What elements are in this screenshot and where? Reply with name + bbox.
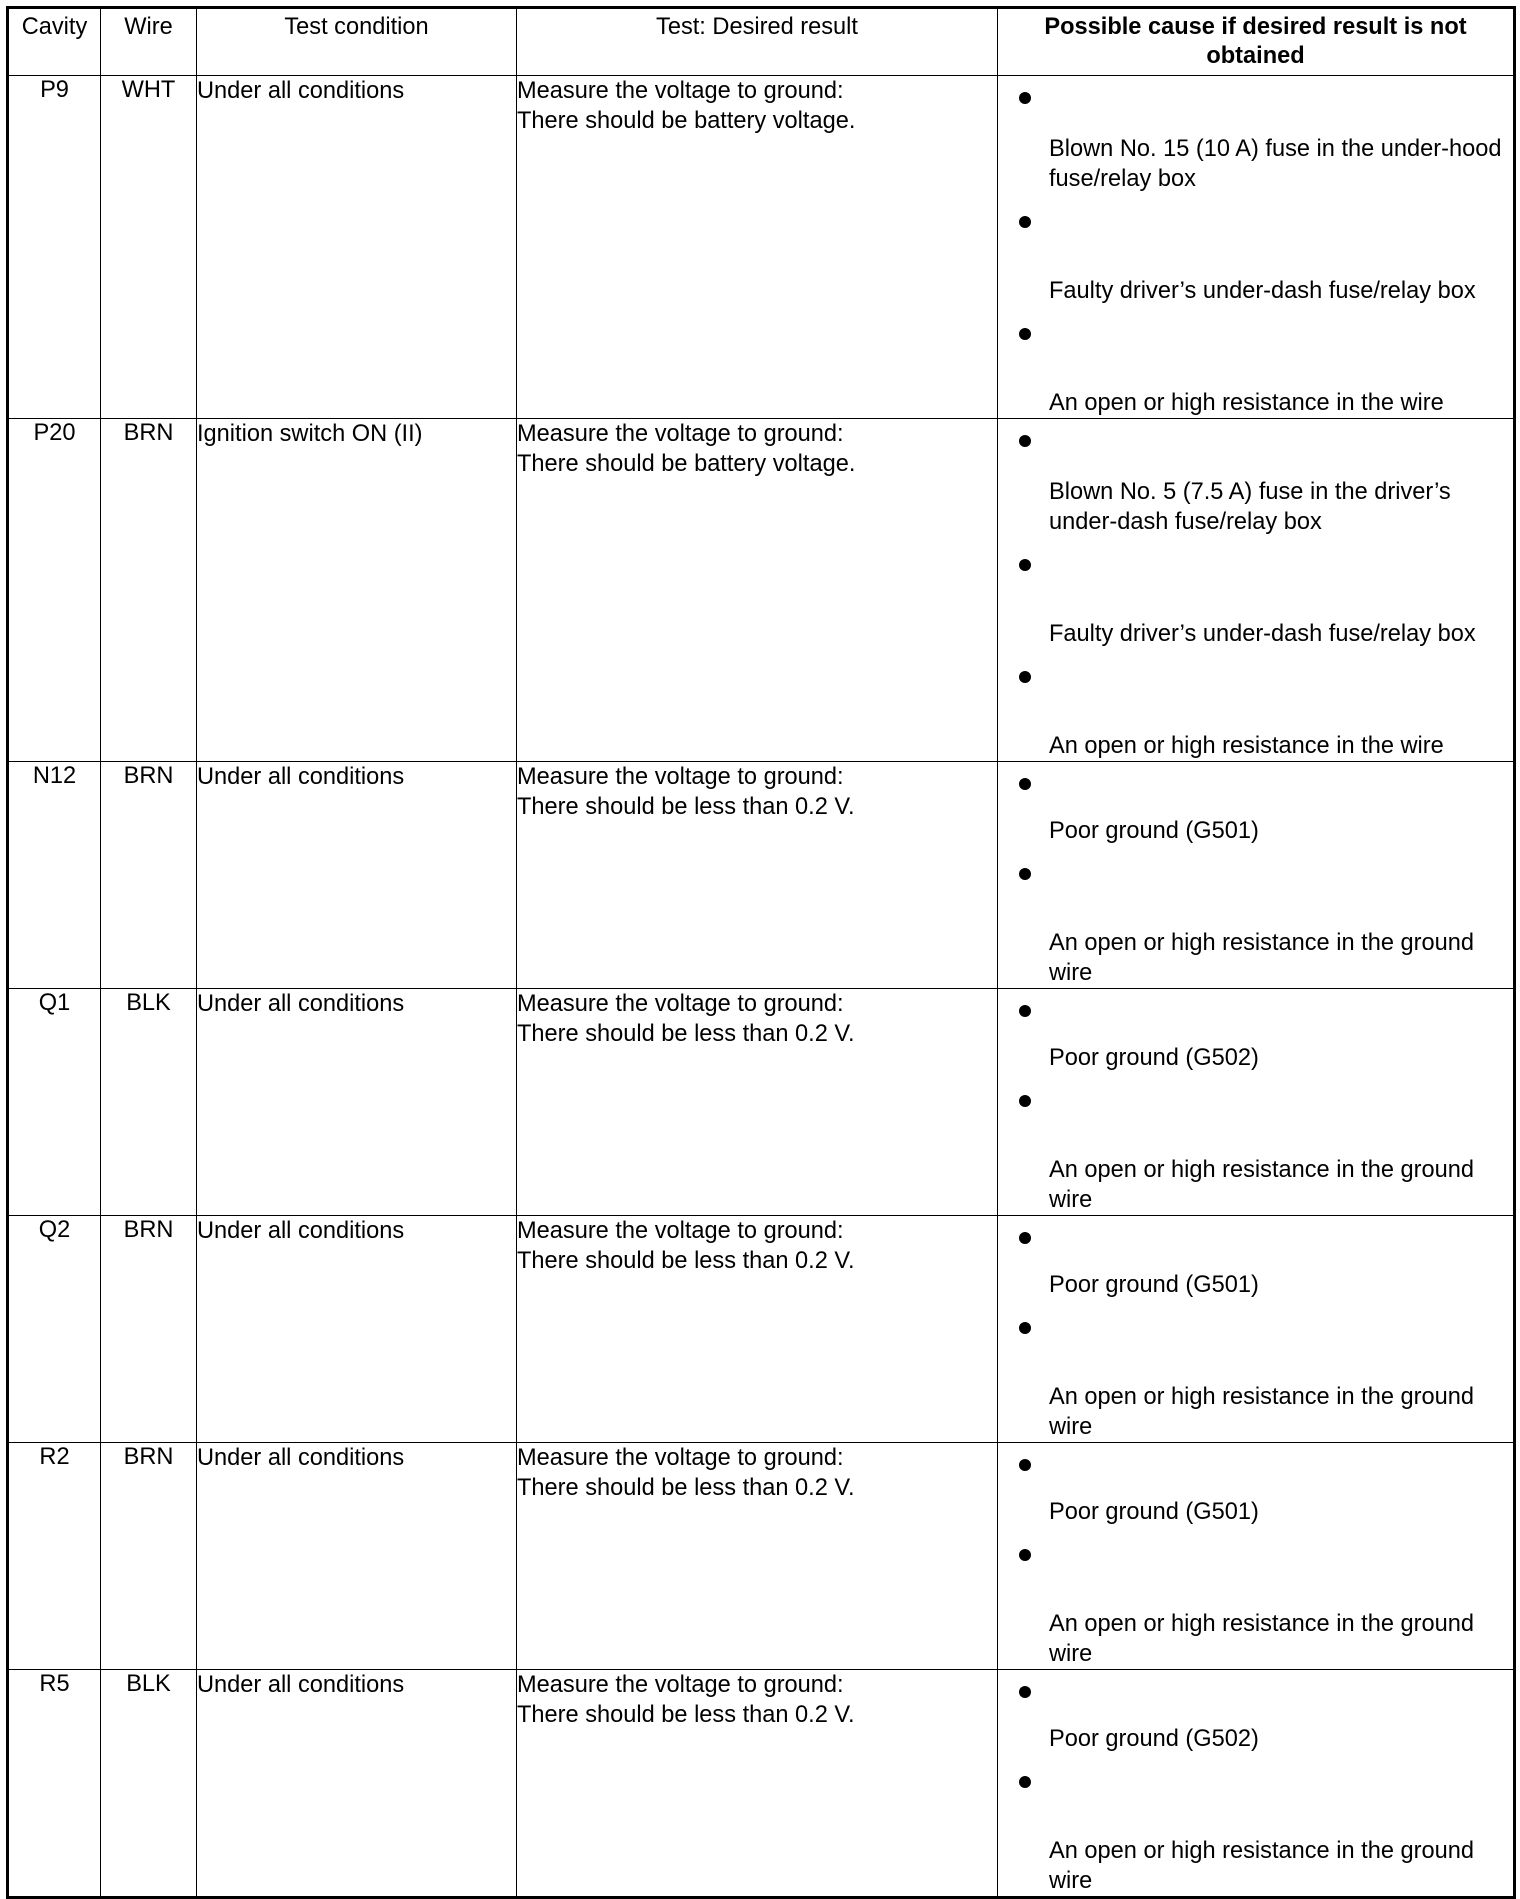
possible-cause-cell bbox=[998, 1443, 1515, 1670]
wire-cell: WHT bbox=[101, 76, 197, 419]
table-row bbox=[8, 762, 1515, 989]
wire-cell: BRN bbox=[101, 419, 197, 762]
desired-result-cell: Measure the voltage to ground: There should be less than 0.2 V. bbox=[517, 1216, 998, 1443]
cause-item: An open or high resistance in the ground wire bbox=[1049, 930, 1474, 986]
table-row bbox=[8, 1443, 1515, 1670]
header-cavity: Cavity bbox=[8, 8, 101, 76]
table-body bbox=[8, 76, 1515, 1898]
cause-list bbox=[998, 435, 1513, 762]
cause-list bbox=[998, 778, 1513, 989]
cause-item: Poor ground (G501) bbox=[1049, 818, 1259, 844]
bullet-icon bbox=[1019, 1549, 1031, 1561]
bullet-icon bbox=[1019, 1322, 1031, 1334]
desired-result-cell: Measure the voltage to ground: There should be less than 0.2 V. bbox=[517, 989, 998, 1216]
possible-cause-cell bbox=[998, 762, 1515, 989]
desired-result-cell: Measure the voltage to ground: There should be battery voltage. bbox=[517, 76, 998, 419]
cause-list bbox=[998, 1459, 1513, 1670]
bullet-icon bbox=[1019, 328, 1031, 340]
desired-result-cell: Measure the voltage to ground: There should be less than 0.2 V. bbox=[517, 1443, 998, 1670]
cause-item: Poor ground (G501) bbox=[1049, 1272, 1259, 1298]
possible-cause-cell bbox=[998, 1670, 1515, 1898]
bullet-icon bbox=[1019, 216, 1031, 228]
wire-cell: BRN bbox=[101, 1443, 197, 1670]
cause-item: Faulty driver’s under-dash fuse/relay box bbox=[1049, 278, 1476, 304]
possible-cause-cell bbox=[998, 76, 1515, 419]
cause-item: Faulty driver’s under-dash fuse/relay box bbox=[1049, 621, 1476, 647]
table-row bbox=[8, 1216, 1515, 1443]
cause-item: Poor ground (G502) bbox=[1049, 1045, 1259, 1071]
desired-result-cell: Measure the voltage to ground: There should be less than 0.2 V. bbox=[517, 1670, 998, 1898]
bullet-icon bbox=[1019, 868, 1031, 880]
cause-item: An open or high resistance in the ground wire bbox=[1049, 1384, 1474, 1440]
test-condition-cell: Under all conditions bbox=[197, 989, 517, 1216]
possible-cause-cell bbox=[998, 989, 1515, 1216]
cause-item: An open or high resistance in the wire bbox=[1049, 390, 1444, 416]
header-desired-result: Test: Desired result bbox=[517, 8, 998, 76]
cavity-cell: P9 bbox=[8, 76, 101, 419]
cause-list bbox=[998, 1232, 1513, 1443]
bullet-icon bbox=[1019, 671, 1031, 683]
bullet-icon bbox=[1019, 1095, 1031, 1107]
wire-cell: BRN bbox=[101, 762, 197, 989]
table-row bbox=[8, 76, 1515, 419]
cavity-cell: R2 bbox=[8, 1443, 101, 1670]
cause-item: An open or high resistance in the wire bbox=[1049, 733, 1444, 759]
possible-cause-cell bbox=[998, 419, 1515, 762]
test-condition-cell: Under all conditions bbox=[197, 1670, 517, 1898]
header-possible-cause: Possible cause if desired result is not obtained bbox=[998, 8, 1515, 76]
test-condition-cell: Ignition switch ON (II) bbox=[197, 419, 517, 762]
cavity-cell: P20 bbox=[8, 419, 101, 762]
cause-item: An open or high resistance in the ground wire bbox=[1049, 1157, 1474, 1213]
header-test-condition: Test condition bbox=[197, 8, 517, 76]
cause-item: Blown No. 15 (10 A) fuse in the under-hood fuse/relay box bbox=[1049, 136, 1502, 192]
test-condition-cell: Under all conditions bbox=[197, 76, 517, 419]
cause-item: Poor ground (G501) bbox=[1049, 1499, 1259, 1525]
bullet-icon bbox=[1019, 778, 1031, 790]
cause-item: Poor ground (G502) bbox=[1049, 1726, 1259, 1752]
wire-cell: BRN bbox=[101, 1216, 197, 1443]
wire-cell: BLK bbox=[101, 1670, 197, 1898]
desired-result-cell: Measure the voltage to ground: There should be less than 0.2 V. bbox=[517, 762, 998, 989]
table-row bbox=[8, 419, 1515, 762]
cavity-cell: R5 bbox=[8, 1670, 101, 1898]
cavity-cell: Q2 bbox=[8, 1216, 101, 1443]
bullet-icon bbox=[1019, 559, 1031, 571]
header-row bbox=[8, 8, 1515, 76]
bullet-icon bbox=[1019, 1459, 1031, 1471]
cause-list bbox=[998, 92, 1513, 419]
cause-list bbox=[998, 1005, 1513, 1216]
test-condition-cell: Under all conditions bbox=[197, 1216, 517, 1443]
table-row bbox=[8, 989, 1515, 1216]
cause-list bbox=[998, 1686, 1513, 1898]
test-condition-cell: Under all conditions bbox=[197, 762, 517, 989]
cause-item: An open or high resistance in the ground wire bbox=[1049, 1838, 1474, 1894]
cause-item: Blown No. 5 (7.5 A) fuse in the driver’s under-dash fuse/relay box bbox=[1049, 479, 1451, 535]
wire-cell: BLK bbox=[101, 989, 197, 1216]
bullet-icon bbox=[1019, 1686, 1031, 1698]
cavity-cell: Q1 bbox=[8, 989, 101, 1216]
bullet-icon bbox=[1019, 92, 1031, 104]
test-condition-cell: Under all conditions bbox=[197, 1443, 517, 1670]
terminal-test-table bbox=[6, 6, 1516, 1899]
cause-item: An open or high resistance in the ground wire bbox=[1049, 1611, 1474, 1667]
header-wire: Wire bbox=[101, 8, 197, 76]
table-row bbox=[8, 1670, 1515, 1898]
bullet-icon bbox=[1019, 1232, 1031, 1244]
cavity-cell: N12 bbox=[8, 762, 101, 989]
bullet-icon bbox=[1019, 1005, 1031, 1017]
bullet-icon bbox=[1019, 1776, 1031, 1788]
possible-cause-cell bbox=[998, 1216, 1515, 1443]
bullet-icon bbox=[1019, 435, 1031, 447]
desired-result-cell: Measure the voltage to ground: There should be battery voltage. bbox=[517, 419, 998, 762]
